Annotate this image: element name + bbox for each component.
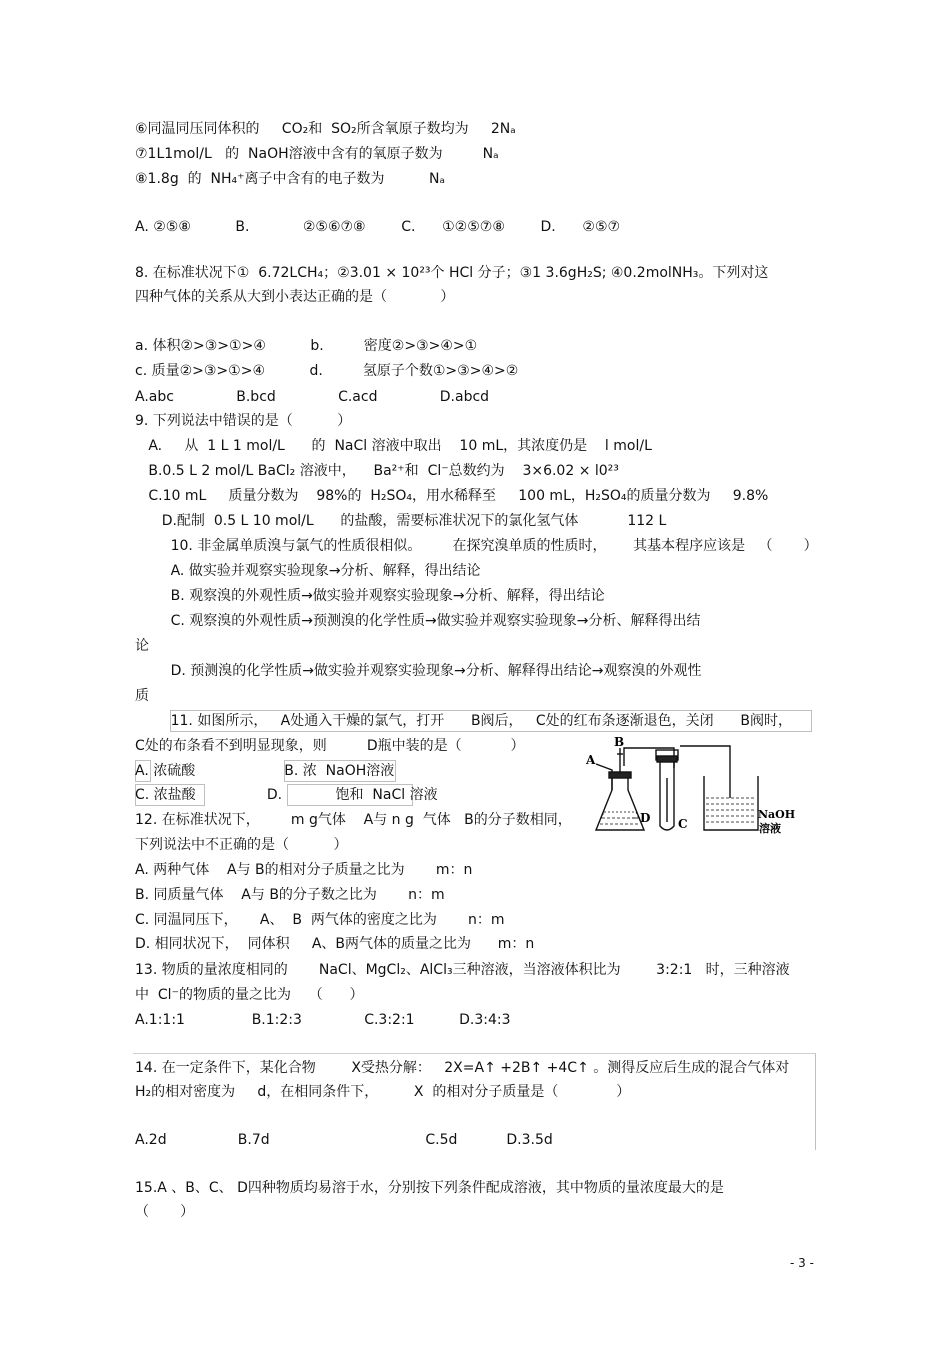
label-solution: 溶液 — [759, 822, 781, 835]
text-line: C. 同温同压下， A、 B 两气体的密度之比为 n：m — [135, 912, 505, 928]
text-line: 14. 在一定条件下，某化合物 X受热分解： 2X=A↑ +2B↑ +4C↑ 。测得反应后生成的混合气体对 — [135, 1060, 790, 1076]
text-line: A.2d B.7d C.5d D.3.5d — [135, 1132, 553, 1148]
text-line: 15.A 、B、C、 D四种物质均易溶于水，分别按下列条件配成溶液，其中物质的量浓度最大的是 — [135, 1180, 724, 1196]
text-line: 13. 物质的量浓度相同的 NaCl、MgCl₂、AlCl₃三种溶液，当溶液体积比为 3:2:1 时，三种溶液 — [135, 962, 790, 978]
text-line: 论 — [135, 638, 149, 654]
text-line: C.10 mL 质量分数为 98%的 H₂SO₄，用水稀释至 100 mL，H₂SO₄的质量分数为 9.8% — [135, 488, 769, 504]
label-naoh: NaOH — [758, 808, 796, 821]
text-line: D. 相同状况下， 同体积 A、B两气体的质量之比为 m：n — [135, 936, 535, 952]
page-number: - 3 - — [790, 1256, 814, 1270]
text-line: 四种气体的关系从大到小表达正确的是（ ） — [135, 289, 455, 305]
text-line: 中 Cl⁻的物质的量之比为 （ ） — [135, 987, 364, 1003]
text-line: A.abc B.bcd C.acd D.abcd — [135, 389, 490, 405]
text-line: H₂的相对密度为 d，在相同条件下， X 的相对分子质量是（ ） — [135, 1084, 631, 1100]
apparatus-diagram — [582, 735, 796, 838]
label-d: D — [640, 811, 651, 825]
text-line: A. 两种气体 A与 B的相对分子质量之比为 m：n — [135, 862, 473, 878]
text-line: ⑥同温同压同体积的 CO₂和 SO₂所含氧原子数均为 2Nₐ — [135, 121, 516, 137]
text-line: （ ） — [135, 1204, 195, 1220]
text-line: 8. 在标准状况下① 6.72LCH₄；②3.01 × 10²³个 HCl 分子；③1 3.6gH₂S; ④0.2molNH₃。下列对这 — [135, 265, 769, 281]
text-line: 质 — [135, 688, 149, 704]
text-line: A. 做实验并观察实验现象→分析、解释，得出结论 — [135, 563, 481, 579]
text-line: 10. 非金属单质溴与氯气的性质很相似。 在探究溴单质的性质时， 其基本程序应该是 （ ） — [135, 538, 818, 554]
text-line: c. 质量②>③>①>④ d. 氢原子个数①>③>④>② — [135, 363, 519, 379]
text-line: B. 观察溴的外观性质→做实验并观察实验现象→分析、解释，得出结论 — [135, 588, 605, 604]
text-line: A. 浓硫酸 B. 浓 NaOH溶液 — [135, 763, 395, 779]
text-line: A.1:1:1 B.1:2:3 C.3:2:1 D.3:4:3 — [135, 1012, 511, 1028]
text-line: D. 预测溴的化学性质→做实验并观察实验现象→分析、解释得出结论→观察溴的外观性 — [135, 663, 702, 679]
text-line: 12. 在标准状况下， m g气体 A与 n g 气体 B的分子数相同， — [135, 812, 572, 828]
text-line: B.0.5 L 2 mol/L BaCl₂ 溶液中， Ba²⁺和 Cl⁻总数约为 3×6.02 × l0²³ — [135, 463, 619, 479]
text-line: B. 同质量气体 A与 B的分子数之比为 n：m — [135, 887, 445, 903]
text-line: 9. 下列说法中错误的是（ ） — [135, 413, 352, 429]
label-c: C — [678, 817, 688, 831]
text-line: ⑧1.8g 的 NH₄⁺离子中含有的电子数为 Nₐ — [135, 171, 445, 187]
text-line: A. ②⑤⑧ B. ②⑤⑥⑦⑧ C. ①②⑤⑦⑧ D. ②⑤⑦ — [135, 219, 621, 235]
text-line: 11. 如图所示， A处通入干燥的氯气，打开 B阀后， C处的红布条逐渐退色，关闭 B阀时， — [135, 713, 792, 729]
text-line: C处的布条看不到明显现象，则 D瓶中装的是（ ） — [135, 738, 525, 754]
text-line: ⑦1L1mol/L 的 NaOH溶液中含有的氧原子数为 Nₐ — [135, 146, 499, 162]
text-line: D.配制 0.5 L 10 mol/L 的盐酸，需要标准状况下的氯化氢气体 112 L — [135, 513, 667, 529]
text-line: C. 观察溴的外观性质→预测溴的化学性质→做实验并观察实验现象→分析、解释得出结 — [135, 613, 701, 629]
text-line: a. 体积②>③>①>④ b. 密度②>③>④>① — [135, 338, 478, 354]
text-line: 下列说法中不正确的是（ ） — [135, 837, 348, 853]
label-b: B — [614, 735, 625, 749]
text-line: C. 浓盐酸 D. 饱和 NaCl 溶液 — [135, 787, 438, 803]
label-a: A — [586, 753, 596, 767]
text-line: A. 从 1 L 1 mol/L 的 NaCl 溶液中取出 10 mL，其浓度仍是 l mol/L — [135, 438, 652, 454]
